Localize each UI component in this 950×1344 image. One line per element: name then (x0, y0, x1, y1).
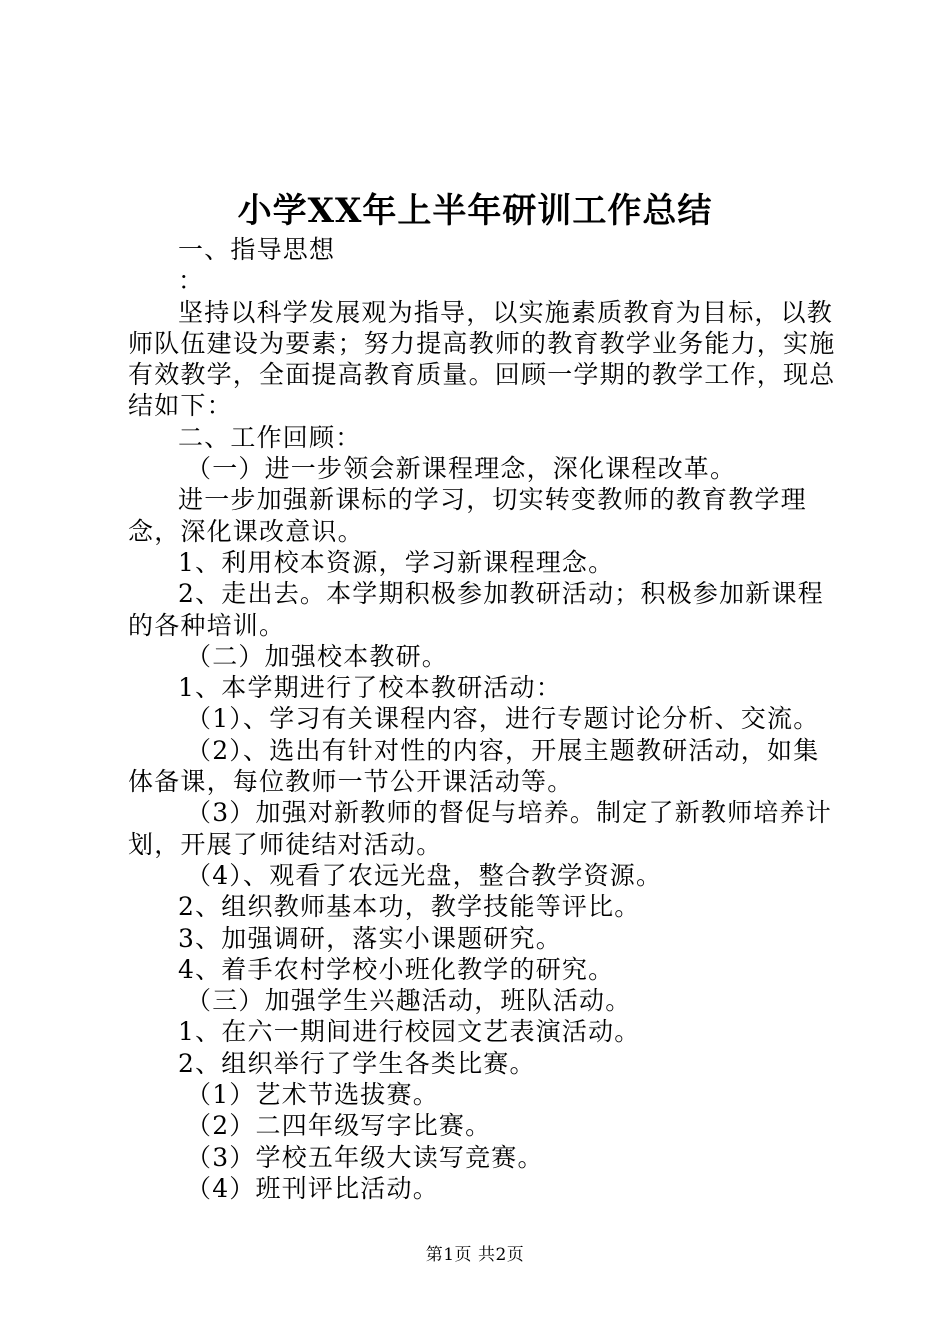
list-item: 2、走出去。本学期积极参加教研活动；积极参加新课程的各种培训。 (128, 579, 824, 640)
colon-line: ： (178, 266, 205, 296)
list-item: 1、在六一期间进行校园文艺表演活动。 (178, 1017, 641, 1047)
list-item: 2、组织教师基本功，教学技能等评比。 (178, 892, 641, 922)
list-item: （2）二四年级写字比赛。 (186, 1111, 492, 1141)
list-item: 2、组织举行了学生各类比赛。 (178, 1048, 536, 1078)
section-heading-work-review: 二、工作回顾： (178, 422, 362, 452)
list-item: 3、加强调研，落实小课题研究。 (178, 923, 562, 953)
paragraph: 进一步加强新课标的学习，切实转变教师的教育教学理念，深化课改意识。 (128, 485, 807, 546)
list-item: （3）学校五年级大读写竞赛。 (186, 1142, 544, 1172)
subsection-heading-3: （三）加强学生兴趣活动，班队活动。 (186, 986, 632, 1016)
subsection-heading-1: （一）进一步领会新课程理念，深化课程改革。 (186, 454, 737, 484)
list-item: （2）、选出有针对性的内容，开展主题教研活动，如集体备课，每位教师一节公开课活动等。 (128, 735, 820, 797)
list-item: （4）、观看了农远光盘，整合教学资源。 (186, 860, 663, 890)
list-item: （4）班刊评比活动。 (186, 1173, 439, 1203)
section-heading-guiding-ideology: 一、指导思想 (178, 235, 336, 264)
list-item: （3）加强对新教师的督促与培养。制定了新教师培养计划，开展了师徒结对活动。 (128, 798, 832, 859)
page-footer: 第1页 共2页 (425, 1245, 525, 1265)
list-item: （1）、学习有关课程内容，进行专题讨论分析、交流。 (186, 704, 820, 734)
document-body (128, 234, 838, 1204)
list-item: 4、着手农村学校小班化教学的研究。 (178, 954, 615, 984)
subsection-heading-2: （二）加强校本教研。 (186, 641, 449, 671)
paragraph-intro: 坚持以科学发展观为指导，以实施素质教育为目标，以教师队伍建设为要素；努力提高教师的教育教学业务能力，实施有效教学，全面提高教育质量。回顾一学期的教学工作，现总结如下： (128, 297, 836, 421)
list-item: （1）艺术节选拔赛。 (186, 1080, 439, 1110)
page-title: 小学XX年上半年研训工作总结 (237, 191, 713, 231)
list-item: 1、本学期进行了校本教研活动： (178, 673, 562, 703)
list-item: 1、利用校本资源，学习新课程理念。 (178, 547, 615, 577)
